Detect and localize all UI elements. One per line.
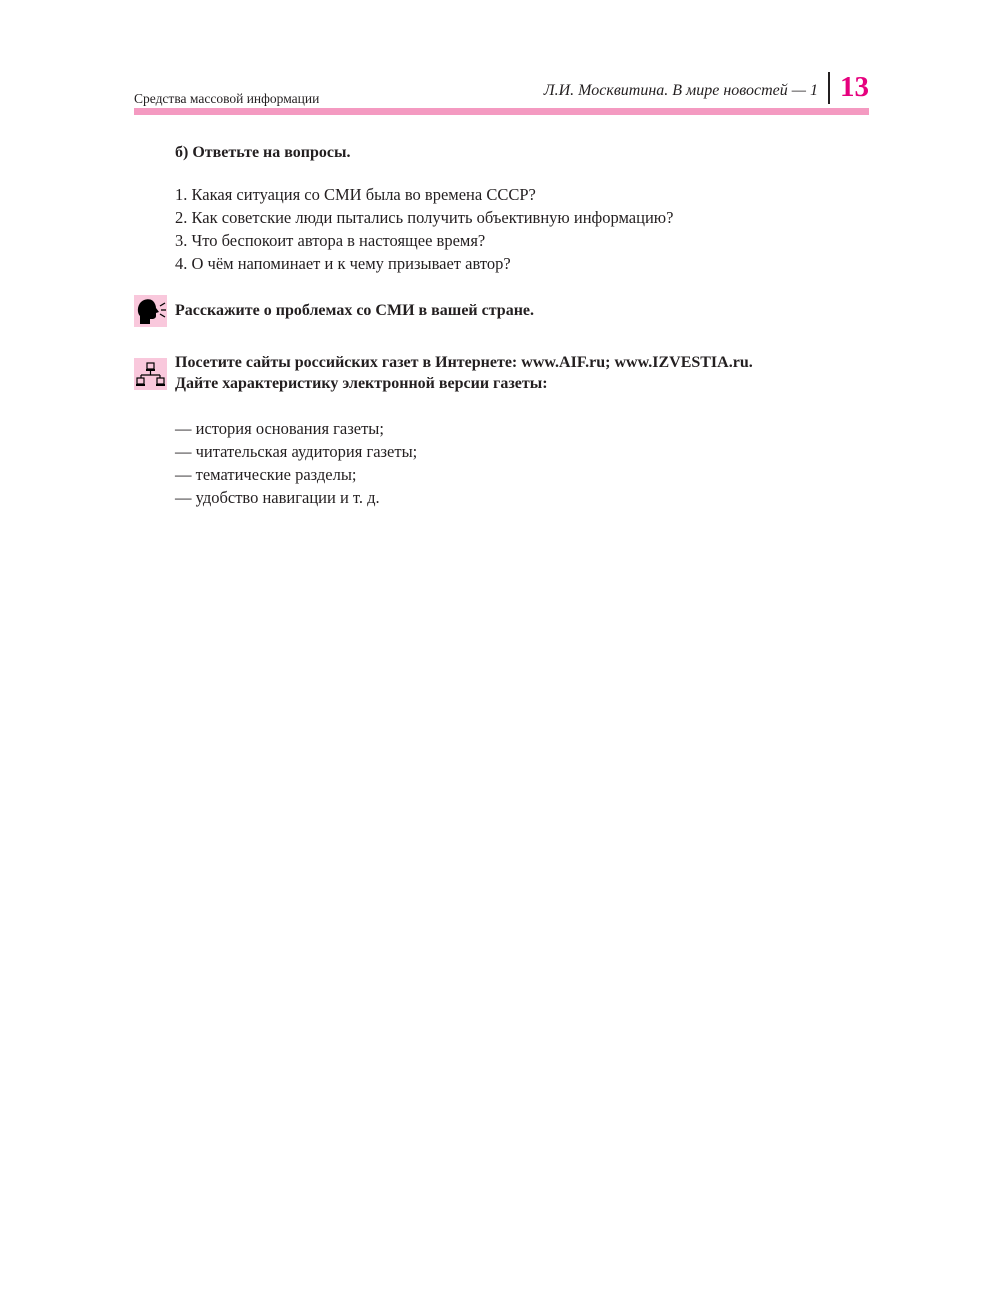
book-title: Л.И. Москвитина. В мире новостей — 1	[543, 82, 818, 99]
computer-network-icon	[134, 358, 167, 390]
list-item: 3. Что беспокоит автора в настоящее время?	[175, 231, 486, 250]
characteristics-list	[175, 417, 417, 509]
internet-task	[175, 352, 753, 394]
page-number: 13	[840, 71, 869, 103]
list-item: — читательская аудитория газеты;	[175, 442, 418, 461]
list-item: — история основания газеты;	[175, 419, 384, 438]
list-item: — удобство навигации и т. д.	[175, 488, 380, 507]
speaking-head-icon	[134, 295, 167, 327]
speaking-task: Расскажите о проблемах со СМИ в вашей стране.	[175, 302, 535, 319]
section-title: Средства массовой информации	[134, 91, 320, 106]
list-item: 4. О чём напоминает и к чему призывает автор?	[175, 254, 511, 273]
internet-task-line2: Дайте характеристику электронной версии газеты:	[175, 375, 548, 392]
question-list	[175, 183, 673, 275]
exercise-subtitle: б) Ответьте на вопросы.	[175, 144, 351, 161]
internet-task-line1: Посетите сайты российских газет в Интернете: www.AIF.ru; www.IZVESTIA.ru.	[175, 354, 753, 371]
list-item: — тематические разделы;	[175, 465, 357, 484]
list-item: 2. Как советские люди пытались получить объективную информацию?	[175, 208, 674, 227]
list-item: 1. Какая ситуация со СМИ была во времена СССР?	[175, 185, 536, 204]
header-divider	[828, 72, 830, 104]
header-rule	[134, 108, 869, 115]
